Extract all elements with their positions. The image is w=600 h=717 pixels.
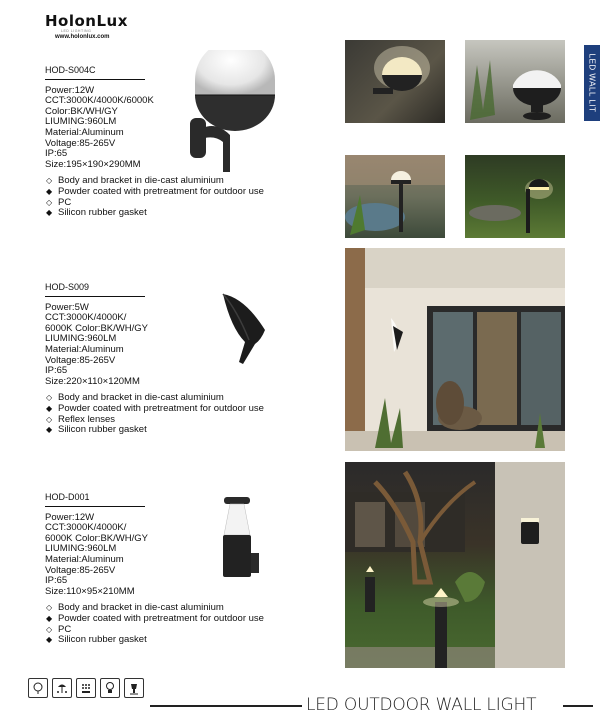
feature-item: ◆ Silicon rubber gasket bbox=[46, 207, 147, 219]
model-number: HOD-S004C bbox=[45, 65, 145, 80]
feature-item: ◇ PC bbox=[46, 623, 72, 635]
product-image-wedge-wall-light bbox=[215, 290, 270, 370]
spec-line: Voltage:85-265V bbox=[45, 564, 116, 576]
footer-divider-right bbox=[563, 705, 593, 707]
product-photo-night-wall bbox=[345, 40, 445, 123]
model-number: HOD-D001 bbox=[45, 492, 145, 507]
feature-list bbox=[45, 603, 285, 645]
certification-icons bbox=[28, 678, 144, 698]
footer-divider-left bbox=[150, 705, 302, 707]
model-number: HOD-S009 bbox=[45, 282, 145, 297]
feature-item: ◇ Body and bracket in die-cast aluminium bbox=[46, 392, 224, 404]
product-photo-post-light bbox=[465, 40, 565, 123]
brand-website: www.holonlux.com bbox=[55, 34, 110, 40]
product-photo-lawn-light bbox=[465, 155, 565, 238]
product-image-cylinder-wall-light bbox=[218, 495, 268, 580]
spec-line: Material:Aluminum bbox=[45, 343, 124, 355]
feature-item: ◇ Body and bracket in die-cast aluminium bbox=[46, 175, 224, 187]
side-tab-label: LED WALL LIT bbox=[587, 53, 597, 113]
category-side-tab bbox=[584, 45, 600, 121]
brand-logo bbox=[45, 12, 135, 40]
bullet-icon: ◇ bbox=[46, 393, 53, 403]
spec-line: LIUMING:960LM bbox=[45, 543, 117, 555]
product-image-globe-wall-light bbox=[185, 50, 285, 180]
feature-item: ◇ Body and bracket in die-cast aluminium bbox=[46, 602, 224, 614]
spec-line: Size:195×190×290MM bbox=[45, 158, 141, 170]
spec-line: Material:Aluminum bbox=[45, 553, 124, 565]
feature-item: ◆ Powder coated with pretreatment for outdoor use bbox=[46, 612, 264, 624]
bullet-icon: ◇ bbox=[46, 414, 53, 424]
spec-line: Size:220×110×120MM bbox=[45, 375, 140, 387]
feature-item: ◆ Silicon rubber gasket bbox=[46, 424, 147, 436]
brand-name: HolonLux bbox=[45, 12, 128, 30]
product-photo-house-exterior bbox=[345, 248, 565, 451]
waterproof-icon bbox=[52, 678, 72, 698]
bullet-icon: ◆ bbox=[46, 186, 53, 196]
feature-list bbox=[45, 393, 285, 435]
bullet-icon: ◆ bbox=[46, 403, 53, 413]
spec-line: CCT:3000K/4000K/6000K bbox=[45, 95, 154, 107]
spec-line: Power:5W bbox=[45, 301, 89, 313]
spec-line: LIUMING:960LM bbox=[45, 116, 117, 128]
bullet-icon: ◆ bbox=[46, 208, 53, 218]
spec-line: IP:65 bbox=[45, 575, 68, 587]
bullet-icon: ◆ bbox=[46, 613, 53, 623]
feature-item: ◆ Silicon rubber gasket bbox=[46, 634, 147, 646]
spec-line: LIUMING:960LM bbox=[45, 333, 117, 345]
bullet-icon: ◆ bbox=[46, 635, 53, 645]
spec-line: Color:BK/WH/GY bbox=[45, 105, 118, 117]
spec-line: CCT:3000K/4000K/ bbox=[45, 312, 127, 324]
bullet-icon: ◇ bbox=[46, 176, 53, 186]
feature-list bbox=[45, 176, 285, 218]
led-chip-icon bbox=[76, 678, 96, 698]
brand-tagline: LED LIGHTING bbox=[61, 29, 92, 33]
spec-line: Size:110×95×210MM bbox=[45, 585, 135, 597]
feature-item: ◇ Reflex lenses bbox=[46, 413, 116, 425]
spec-line: Voltage:85-265V bbox=[45, 137, 116, 149]
lamp-icon bbox=[100, 678, 120, 698]
wall-light-icon bbox=[124, 678, 144, 698]
spec-line: 6000K Color:BK/WH/GY bbox=[45, 532, 148, 544]
feature-item: ◇ PC bbox=[46, 196, 72, 208]
spec-line: Power:12W bbox=[45, 84, 95, 96]
spec-line: IP:65 bbox=[45, 148, 68, 160]
spec-line: CCT:3000K/4000K/ bbox=[45, 522, 127, 534]
bullet-icon: ◇ bbox=[46, 624, 53, 634]
bullet-icon: ◇ bbox=[46, 603, 53, 613]
feature-item: ◆ Powder coated with pretreatment for outdoor use bbox=[46, 402, 264, 414]
spec-line: Material:Aluminum bbox=[45, 126, 124, 138]
spec-line: IP:65 bbox=[45, 365, 68, 377]
bullet-icon: ◇ bbox=[46, 197, 53, 207]
bullet-icon: ◆ bbox=[46, 425, 53, 435]
outdoor-icon bbox=[28, 678, 48, 698]
feature-item: ◆ Powder coated with pretreatment for outdoor use bbox=[46, 185, 264, 197]
product-photo-garden-night bbox=[345, 462, 565, 668]
spec-line: Power:12W bbox=[45, 511, 95, 523]
spec-line: Voltage:85-265V bbox=[45, 354, 116, 366]
product-photo-garden-bollard bbox=[345, 155, 445, 238]
spec-line: 6000K Color:BK/WH/GY bbox=[45, 322, 148, 334]
footer-title: LED OUTDOOR WALL LIGHT bbox=[306, 695, 537, 715]
